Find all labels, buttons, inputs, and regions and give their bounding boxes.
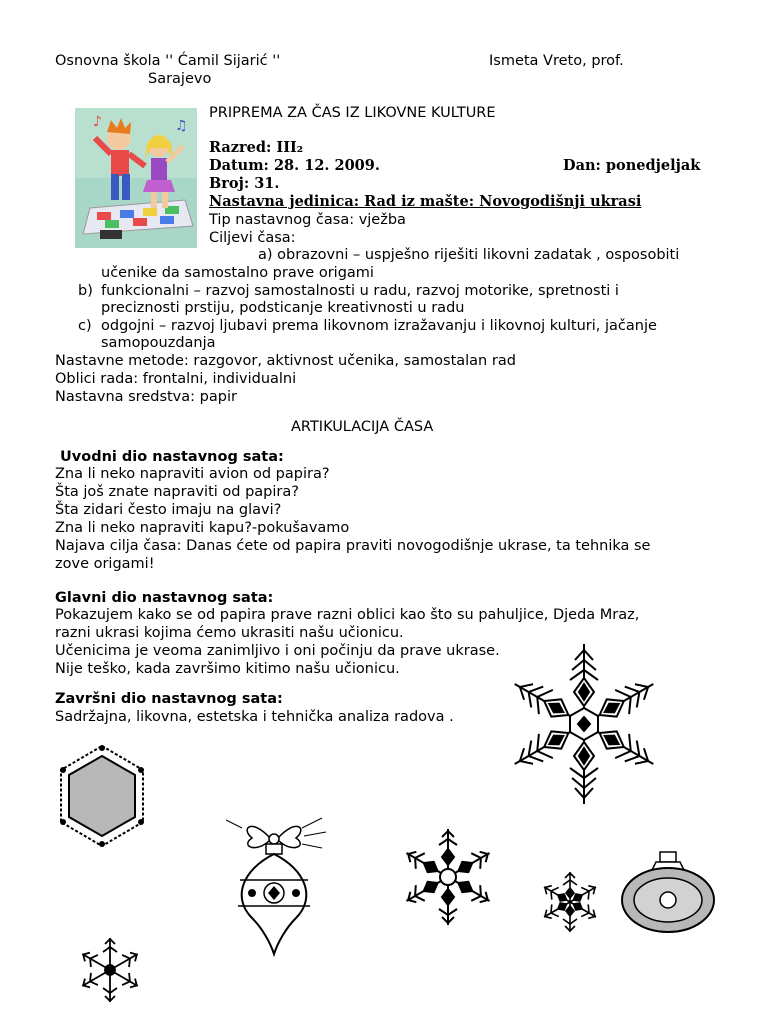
intro-line: Šta još znate napraviti od papira? <box>55 484 299 500</box>
lesson-date: Datum: 28. 12. 2009. <box>209 157 380 174</box>
goal-b-marker: b) <box>78 283 93 299</box>
school-city: Sarajevo <box>148 71 212 87</box>
intro-heading: Uvodni dio nastavnog sata: <box>60 449 284 465</box>
dancing-kids-illustration <box>75 108 197 248</box>
goal-c-line2: samopouzdanja <box>101 335 216 351</box>
final-heading: Završni dio nastavnog sata: <box>55 691 283 707</box>
teacher-name: Ismeta Vreto, prof. <box>489 53 624 69</box>
intro-line: zove origami! <box>55 556 155 572</box>
school-name: Osnovna škola '' Ćamil Sijarić '' <box>55 53 281 69</box>
goal-a-line2: učenike da samostalno prave origami <box>101 265 374 281</box>
lesson-type: Tip nastavnog časa: vježba <box>209 212 406 228</box>
articulation-title: ARTIKULACIJA ČASA <box>291 419 434 435</box>
christmas-ornament-icon <box>222 808 327 958</box>
intro-line: Šta zidari često imaju na glavi? <box>55 502 282 518</box>
snowflake-icon <box>500 640 668 808</box>
intro-line: Zna li neko napraviti kapu?-pokušavamo <box>55 520 350 536</box>
main-line: Učenicima je veoma zanimljivo i oni počinju da prave ukrase. <box>55 643 500 659</box>
snowflake-icon <box>538 870 602 934</box>
teaching-methods: Nastavne metode: razgovor, aktivnost učenika, samostalan rad <box>55 353 516 369</box>
christmas-ornament-icon <box>618 850 718 934</box>
main-line: razni ukrasi kojima ćemo ukrasiti našu učionicu. <box>55 625 404 641</box>
main-line: Nije teško, kada završimo kitimo našu učionicu. <box>55 661 400 677</box>
main-line: Pokazujem kako se od papira prave razni oblici kao što su pahuljice, Djeda Mraz, <box>55 607 640 623</box>
snowflake-frame-icon <box>57 742 147 850</box>
lesson-unit: Nastavna jedinica: Rad iz mašte: Novogodišnji ukrasi <box>209 193 642 210</box>
svg-text:♫: ♫ <box>175 118 188 134</box>
teaching-materials: Nastavna sredstva: papir <box>55 389 237 405</box>
svg-text:♪: ♪ <box>93 114 102 130</box>
goal-b-line2: preciznosti prstiju, podsticanje kreativnosti u radu <box>101 300 465 316</box>
intro-line: Najava cilja časa: Danas ćete od papira praviti novogodišnje ukrase, ta tehnika se <box>55 538 651 554</box>
goal-a-line1: a) obrazovni – uspješno riješiti likovni zadatak , osposobiti <box>258 247 680 263</box>
main-heading: Glavni dio nastavnog sata: <box>55 590 274 606</box>
snowflake-icon <box>78 934 142 1006</box>
page-title: PRIPREMA ZA ČAS IZ LIKOVNE KULTURE <box>209 105 496 121</box>
lesson-day: Dan: ponedjeljak <box>563 157 701 174</box>
goal-c-marker: c) <box>78 318 92 334</box>
work-forms: Oblici rada: frontalni, individualni <box>55 371 297 387</box>
goal-b-line1: funkcionalni – razvoj samostalnosti u radu, razvoj motorike, spretnosti i <box>101 283 619 299</box>
snowflake-icon <box>397 826 499 928</box>
goals-label: Ciljevi časa: <box>209 230 296 246</box>
lesson-number: Broj: 31. <box>209 175 280 192</box>
intro-line: Zna li neko napraviti avion od papira? <box>55 466 330 482</box>
goal-c-line1: odgojni – razvoj ljubavi prema likovnom izražavanju i likovnoj kulturi, jačanje <box>101 318 657 334</box>
class-grade: Razred: III₂ <box>209 139 304 156</box>
final-line: Sadržajna, likovna, estetska i tehnička analiza radova . <box>55 709 454 725</box>
